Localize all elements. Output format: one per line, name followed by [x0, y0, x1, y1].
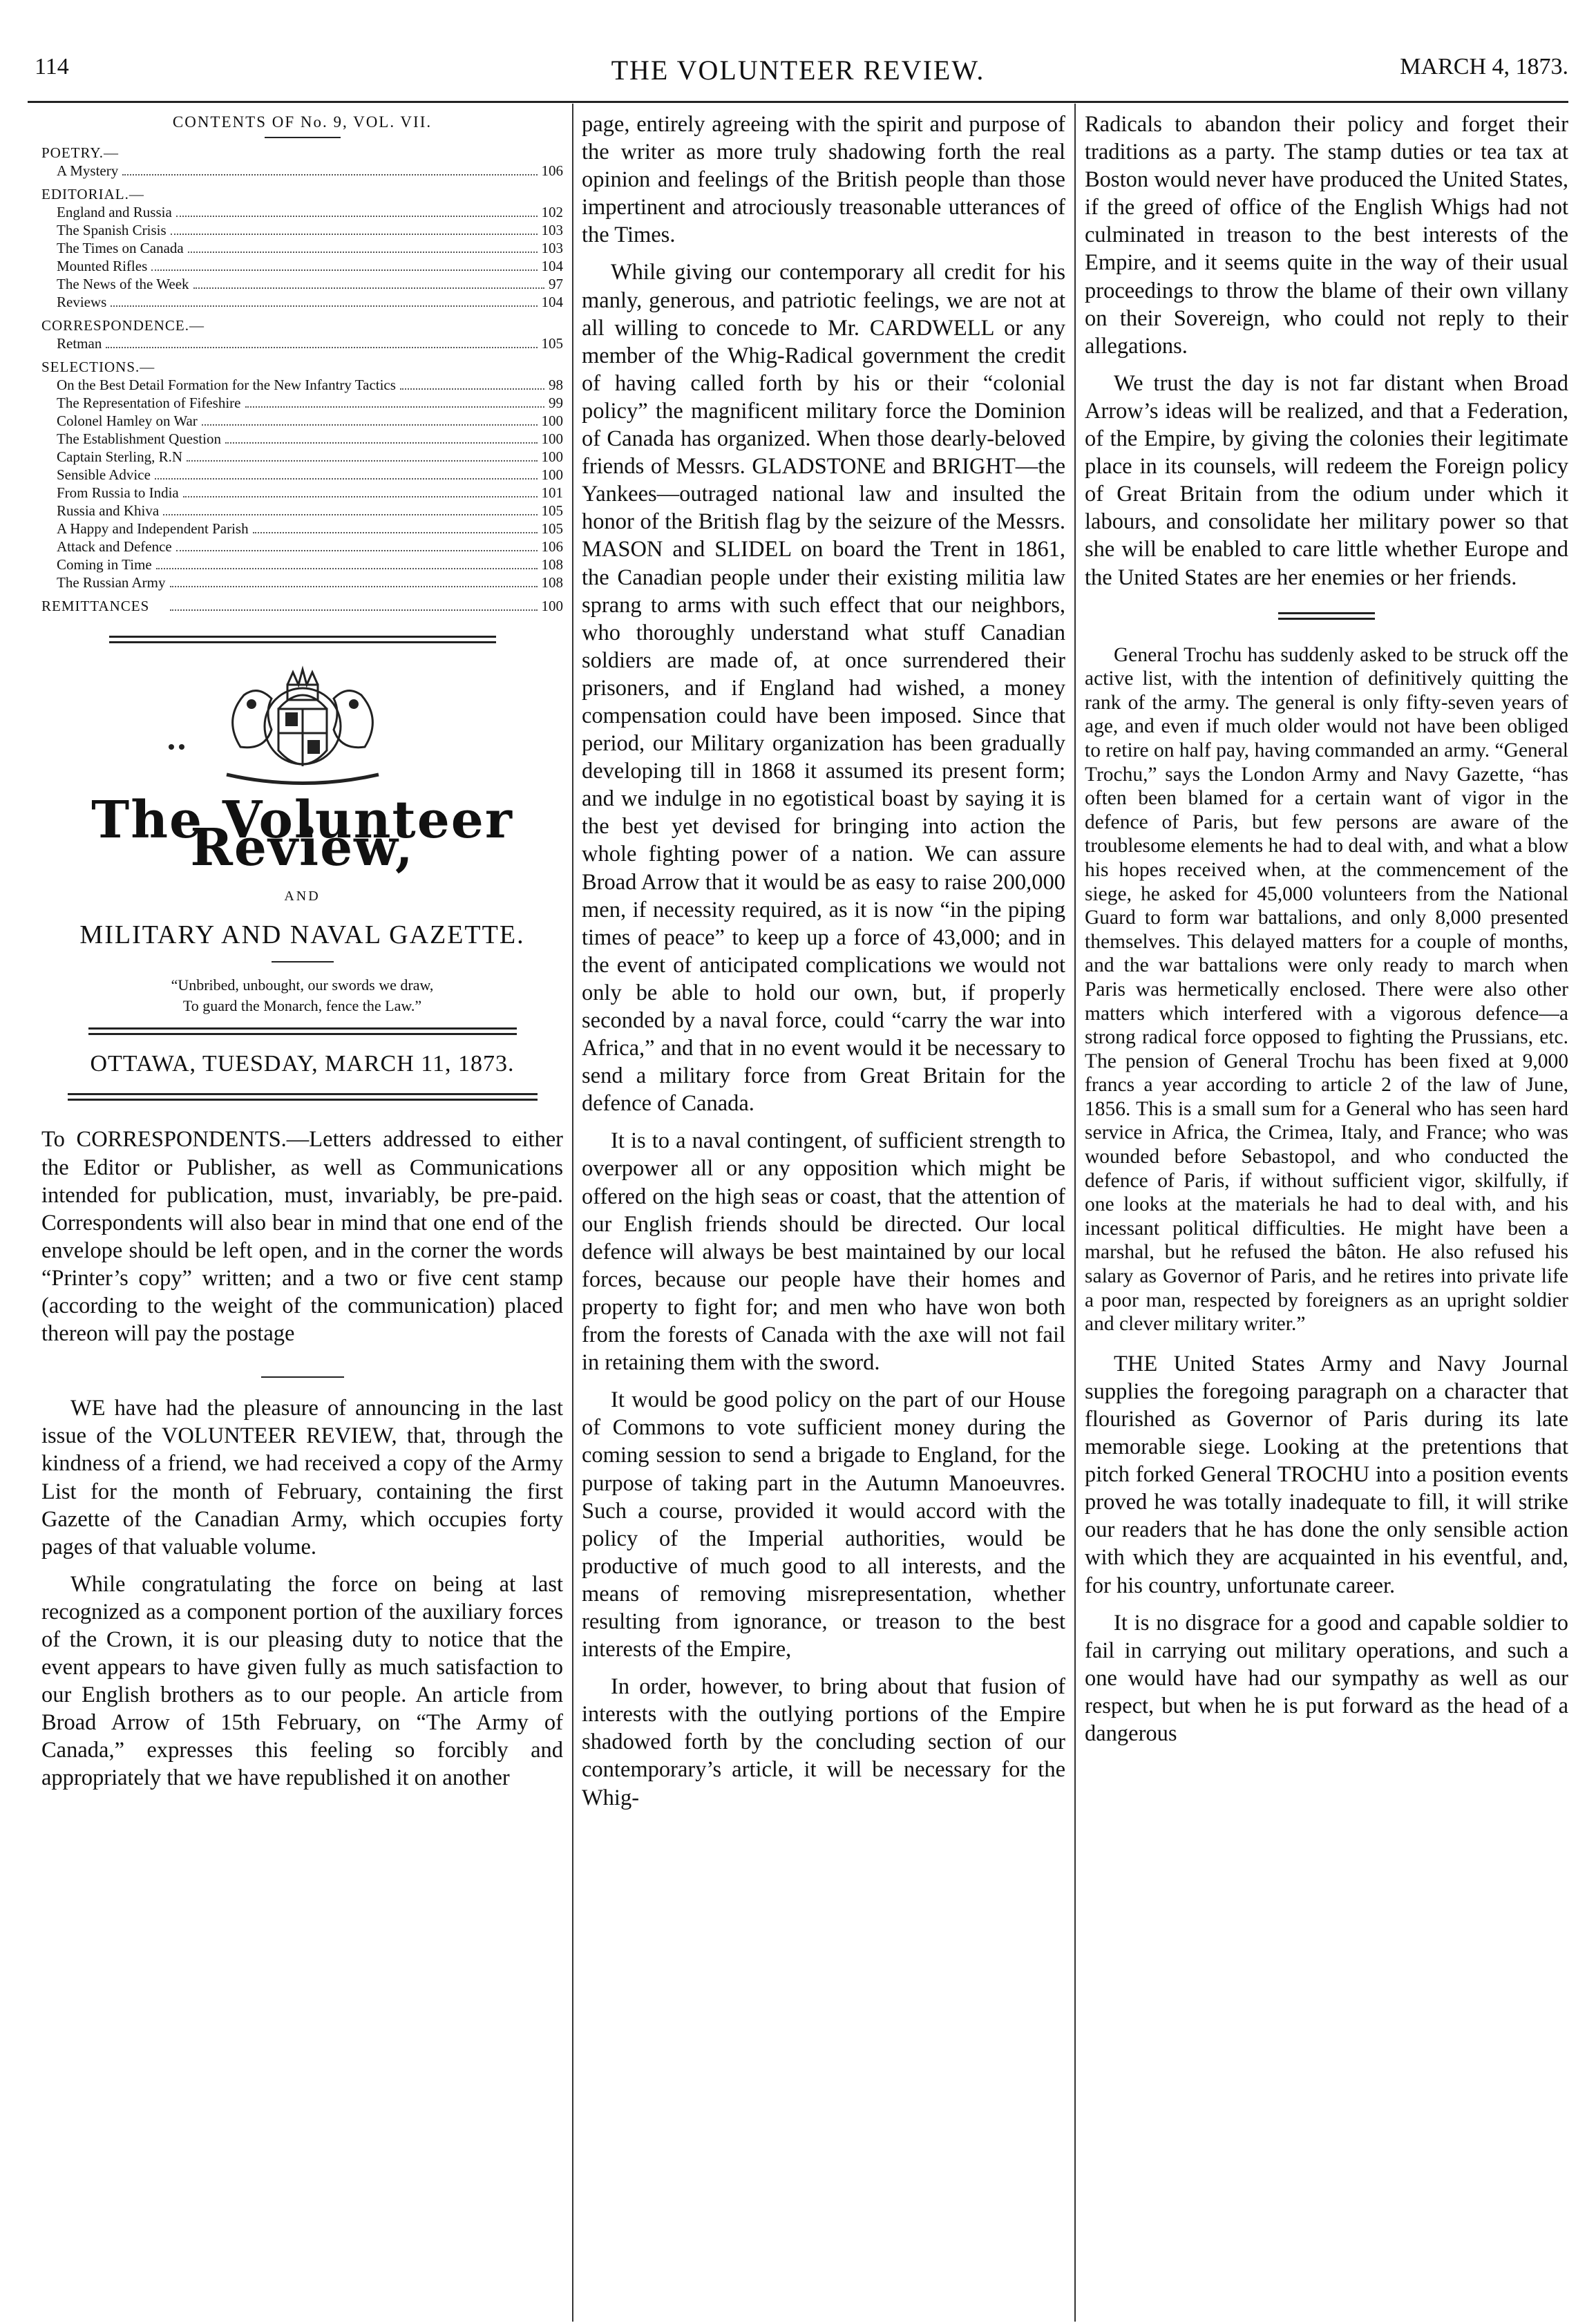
masthead-subtitle: MILITARY AND NAVAL GAZETTE. [79, 920, 525, 950]
column-1 [41, 111, 563, 1802]
toc-leader [163, 514, 537, 515]
page-number: 114 [35, 54, 69, 79]
toc-leader [245, 406, 545, 408]
toc-section-heading: EDITORIAL.— [41, 186, 144, 202]
divider [1278, 612, 1375, 620]
toc-leader [193, 287, 544, 289]
divider [261, 1376, 344, 1378]
toc-leader [122, 174, 537, 176]
toc-entry [41, 466, 563, 484]
page-header [28, 54, 1568, 88]
toc-entry-page: 101 [541, 484, 563, 501]
table-of-contents [41, 113, 563, 615]
toc-entry-page: 108 [541, 556, 563, 573]
toc-entry-title: The Spanish Crisis [57, 222, 167, 238]
toc-leader [171, 234, 538, 235]
toc-entry-page: 99 [549, 395, 563, 411]
toc-section-heading: CORRESPONDENCE.— [41, 317, 205, 334]
paragraph: It is to a naval contingent, of sufficient strength to overpower all or any opposition which might be offered on the high seas or coast, that the attention of our English friends should be directed. Our local defence will always be best maintained by our local forces, because our people have their homes and property to fight for; and men who have won both from the forests of Canada with the axe will not fail in retaining them with the sword. [582, 1128, 1065, 1376]
toc-leader [170, 586, 538, 587]
toc-leader [187, 460, 538, 462]
toc-leader [170, 609, 538, 611]
toc-entry [41, 221, 563, 239]
paragraph: In order, however, to bring about that fusion of interests with the outlying portions of the Empire shadowed forth by the concluding section of our contemporary’s article, it will be necessary for the Whig- [582, 1674, 1065, 1810]
toc-entry [41, 448, 563, 466]
dateline: OTTAWA, TUESDAY, MARCH 11, 1873. [90, 1051, 515, 1077]
toc-section-heading: SELECTIONS.— [41, 359, 155, 375]
toc-entry-title: England and Russia [57, 204, 172, 220]
toc-entry-title: The Times on Canada [57, 240, 184, 256]
paragraph: WE have had the pleasure of announcing in the last issue of the VOLUNTEER REVIEW, that, through the kindness of a friend, we had received a copy of the Army List for the month of February, containing the first Gazette of the Canadian Army, which occupies forty pages of that valuable volume. [41, 1396, 563, 1559]
toc-leader [106, 347, 537, 348]
royal-coat-of-arms [130, 643, 475, 802]
divider [265, 137, 341, 138]
toc-entry-title: Mounted Rifles [57, 258, 148, 274]
toc-entry-page: 100 [541, 598, 563, 614]
toc-entry-title: Colonel Hamley on War [57, 413, 198, 429]
toc-leader [176, 550, 538, 551]
toc-entry-page: 100 [541, 413, 563, 429]
toc-entry-page: 104 [541, 258, 563, 274]
paragraph: THE United States Army and Navy Journal supplies the foregoing paragraph on a character that flourished as Governor of Paris during its late memorable siege. Looking at the pretentions that pitch forked General TROCHU into a position events proved he was totally inadequate to fill, it will strike our readers that he has done the only sensible action with which they are acquainted in his eventful, and, for his country, unfortunate career. [1085, 1351, 1568, 1598]
paragraph: page, entirely agreeing with the spirit and purpose of the writer as more truly shadowing forth the real opinion and feelings of the British people than those impertinent and atrociously treasonable utterances of the Times. [582, 112, 1065, 248]
paragraph: General Trochu has suddenly asked to be struck off the active list, with the intention of definitively quitting the rank of the army. The general is only fifty-seven years of age, and even if much older would not have been obliged to retire on half pay, having commanded an army. “General Trochu,” says the London Army and Navy Gazette, “has often been blamed for a certain want of vigor in the defence of Paris, but few persons are aware of the troublesome elements he had to deal with, and what a blow his hopes received when, at the commencement of the siege, he asked for 45,000 volunteers from the National Guard to form war battalions, and only 8,000 presented themselves. This delayed matters for a couple of months, and the war battalions were only ready to march when Paris was hermetically enclosed. There were also other matters which interfered with a vigorous defence—a strong radical force opposed to fighting the Prussians, etc. The pension of General Trochu has been fixed at 9,000 francs a year according to article 2 of the law of June, 1856. This is a small sum for a General who has seen hard service in Africa, the Crimea, Italy, and France; who was wounded before Sebastopol, and who conducted the defence of Paris, if without sufficient vigor, skilfully, if one looks at the materials he had to deal with, and his incessant political difficulties. He might have been a marshal, but he refused the bâton. He also refused his salary as Governor of Paris, and he retires into private life a poor man, respected by foreigners as an upright soldier and clever military writer.” [1085, 643, 1568, 1336]
paragraph: While giving our contemporary all credit for his manly, generous, and patriotic feelings, we are not at all willing to concede to Mr. CARDWELL or any member of the Whig-Radical government the credit of having called forth by his or their “colonial policy” the magnificent military force the Dominion of Canada has organized. When those dearly-beloved friends of Messrs. GLADSTONE and BRIGHT—the Yankees—outraged national law and insulted the honor of the British flag by the seizure of the Messrs. MASON and SLIDEL on board the Trent in 1861, the Canadian people under their existing militia law sprang to arms with such effect that our neighbors, who thoroughly understand what stuff Canadian soldiers are made of, at once surrendered their prisoners, and if England had wished, a money compensation could have been imposed. Since that period, our Military organization has been gradually developing till in 1868 it assumed its present form; and we indulge in no egotistical boast by saying it is the best yet devised for bringing into action the whole fighting power of a nation. We can assure Broad Arrow that it would be as easy to raise 200,000 men, if necessity required, as it is now “in the piping times of peace” to keep up a force of 43,000; and in the event of anticipated complications we would not only be able to hold our own, but, if properly seconded by a naval force, could “carry the war into Africa,” and that in no event would it be necessary to send a military force from Great Britain for the defence of Canada. [582, 260, 1065, 1117]
toc-entry-title: Retman [57, 335, 102, 352]
toc-entry [41, 293, 563, 311]
toc-entry-page: 108 [541, 574, 563, 591]
toc-entry [41, 162, 563, 180]
motto-line: To guard the Monarch, fence the Law.” [182, 997, 422, 1015]
toc-section-heading: REMITTANCES [41, 598, 150, 614]
notice-correspondents: To CORRESPONDENTS.—Letters addressed to either the Editor or Publisher, as well as Communications intended for publication, must, invariably, be pre-paid. Correspondents will also bear in mind that one end of the envelope should be left open, and in the corner the words “Printer’s copy” written; and a two or five cent stamp (according to the weight of the communication) placed thereon will pay the postage [41, 1127, 563, 1347]
toc-entry-page: 105 [541, 502, 563, 519]
toc-entry-title: The Establishment Question [57, 430, 221, 447]
running-title: THE VOLUNTEER REVIEW. [611, 55, 985, 86]
toc-entry [41, 412, 563, 430]
toc-entry [41, 203, 563, 221]
column-divider [1074, 104, 1076, 2322]
toc-leader [111, 305, 537, 307]
toc-entry [41, 257, 563, 275]
toc-leader [176, 216, 538, 217]
toc-leader [151, 269, 537, 271]
toc-leader [188, 252, 538, 253]
header-date: MARCH 4, 1873. [1400, 54, 1568, 79]
toc-entry-page: 98 [549, 377, 563, 393]
toc-entry [41, 538, 563, 556]
toc-entry [41, 573, 563, 591]
column-divider [572, 104, 573, 2322]
toc-entry [41, 556, 563, 573]
toc-entry-page: 106 [541, 538, 563, 555]
toc-entry [41, 520, 563, 538]
toc-entry [41, 394, 563, 412]
toc-leader [253, 532, 538, 533]
divider [68, 1093, 538, 1101]
divider [272, 961, 334, 963]
header-rule [28, 101, 1568, 103]
toc-entry-title: Sensible Advice [57, 466, 151, 483]
paragraph: It would be good policy on the part of our House of Commons to vote sufficient money during the coming session to send a brigade to England, for the purpose of taking part in the Autumn Manoeuvres. Such a course, provided it would accord with the policy of the Imperial authorities, would be productive of much good to all interests, and the means of removing misrepresentation, whether resulting from ignorance, or treason to the best interests of the Empire, [582, 1387, 1065, 1662]
paragraph: While congratulating the force on being at last recognized as a component portion of the auxiliary forces of the Crown, it is our pleasing duty to notice that the event appears to have given fully as much satisfaction to our English brothers as to our people. An article from Broad Arrow of 15th February, on “The Army of Canada,” expresses this feeling so forcibly and appropriately that we have republished it on another [41, 1571, 563, 1791]
toc-entry-page: 97 [549, 276, 563, 292]
toc-entry-title: Reviews [57, 294, 107, 310]
toc-entry-title: Captain Sterling, R.N [57, 448, 182, 465]
column-2 [582, 111, 1065, 1821]
paragraph: Radicals to abandon their policy and forget their traditions as a party. The stamp duties or tea tax at Boston would never have produced the United States, if the greed of office of the English Whigs had not culminated in treason to the best interests of the Empire, and it seems quite in the way of their usual proceedings to throw the blame of their own villany on their Sovereign, who could not reply to their allegations. [1085, 112, 1568, 359]
toc-heading: CONTENTS OF No. 9, VOL. VII. [172, 113, 433, 131]
toc-entry-title: The News of the Week [57, 276, 189, 292]
toc-leader [202, 424, 538, 426]
toc-entry-title: A Happy and Independent Parish [57, 520, 249, 537]
toc-entry-page: 102 [541, 204, 563, 220]
toc-entry-title: Coming in Time [57, 556, 152, 573]
toc-entry-page: 106 [541, 162, 563, 179]
paragraph: It is no disgrace for a good and capable soldier to fail in carrying out military operations, and such a one would have had our sympathy as well as our respect, but when he is put forward as the head of a dangerous [1085, 1610, 1568, 1747]
toc-entry [41, 334, 563, 352]
column-3 [1085, 111, 1568, 1757]
toc-entry-page: 100 [541, 466, 563, 483]
masthead-and: AND [284, 889, 321, 904]
toc-entry-page: 105 [541, 335, 563, 352]
toc-entry [41, 239, 563, 257]
paragraph: We trust the day is not far distant when Broad Arrow’s ideas will be realized, and that a Federation, of the Empire, by giving the colonies their legitimate place in its counsels, will redeem the Foreign policy of Great Britain from the odium under which it labours, and consolidate her military power so that she will be enabled to care little whether Europe and the United States are her enemies or her friends. [1085, 370, 1568, 590]
toc-entry-title: On the Best Detail Formation for the New Infantry Tactics [57, 377, 396, 393]
masthead-motto [41, 975, 563, 1016]
divider [88, 1027, 517, 1035]
toc-leader [156, 568, 538, 569]
masthead-title: The Volunteer Review, [91, 790, 513, 878]
divider [109, 636, 496, 643]
toc-entry-page: 104 [541, 294, 563, 310]
toc-entry-page: 103 [541, 222, 563, 238]
toc-entry-title: From Russia to India [57, 484, 179, 501]
toc-entry-page: 100 [541, 430, 563, 447]
toc-entry-page: 103 [541, 240, 563, 256]
motto-line: “Unbribed, unbought, our swords we draw, [171, 976, 434, 994]
toc-leader [400, 388, 544, 390]
toc-entry-title: Attack and Defence [57, 538, 172, 555]
toc-entry-title: The Representation of Fifeshire [57, 395, 241, 411]
toc-entry [41, 376, 563, 394]
toc-entry [41, 275, 563, 293]
toc-leader [155, 478, 538, 480]
toc-entry [41, 430, 563, 448]
toc-section-heading: POETRY.— [41, 144, 120, 161]
toc-leader [225, 442, 538, 444]
toc-entry-page: 105 [541, 520, 563, 537]
toc-entry-title: Russia and Khiva [57, 502, 160, 519]
toc-entry-page: 100 [541, 448, 563, 465]
toc-leader [183, 496, 538, 497]
toc-entry [41, 502, 563, 520]
toc-entry-title: The Russian Army [57, 574, 166, 591]
toc-entry-title: A Mystery [57, 162, 119, 179]
toc-entry [41, 484, 563, 502]
